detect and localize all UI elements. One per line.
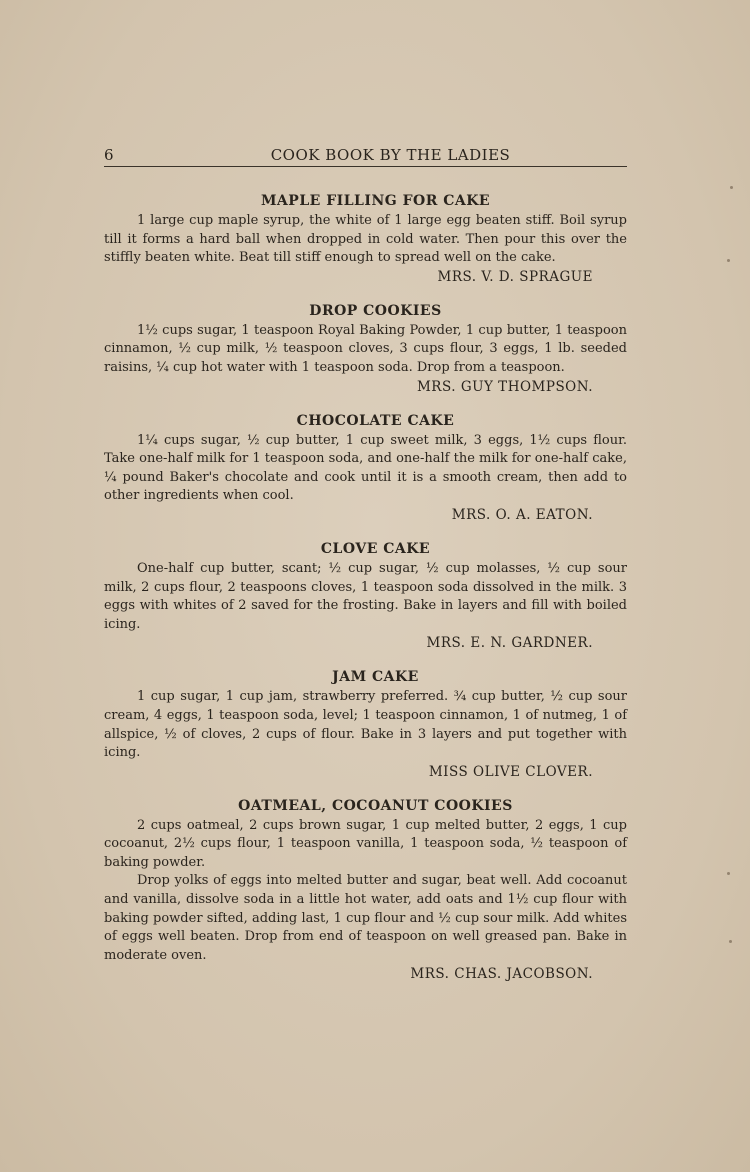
recipe-paragraph: 1 cup sugar, 1 cup jam, strawberry preferred. ¾ cup butter, ½ cup sour cream, 4 eggs, 1 teaspoon soda, level; 1 teaspoon cinnamon, 1 of nutmeg, 1 of allspice, ½ of cloves, 2 cups of flour. Bake in 3 layers and put together with icing. [104,689,627,761]
recipe [104,193,627,285]
recipe-body [104,322,627,378]
recipe-paragraph: 1½ cups sugar, 1 teaspoon Royal Baking Powder, 1 cup butter, 1 teaspoon cinnamon, ½ cup milk, ½ teaspoon cloves, 3 cups flour, 3 eggs, 1 lb. seeded raisins, ¼ cup hot water with 1 teaspoon soda. Drop from a teaspoon. [104,322,627,375]
paper-speck [727,259,730,262]
recipe-title: JAM CAKE [332,669,419,686]
recipe-paragraph: One-half cup butter, scant; ½ cup sugar, ½ cup molasses, ½ cup sour milk, 2 cups flour, 2 teaspoons cloves, 1 teaspoon soda dissolved in the milk. 3 eggs with whites of 2 saved for the frosting. Bake in layers and fill with boiled icing. [104,560,627,632]
recipe [104,798,627,983]
page-number: 6 [104,146,115,164]
recipe-title: MAPLE FILLING FOR CAKE [260,193,491,209]
paper-speck [729,940,732,943]
recipe-title: CLOVE CAKE [320,540,431,557]
recipe-title: OATMEAL, COCOANUT COOKIES [238,797,513,814]
running-title: COOK BOOK BY THE LADIES [270,146,511,164]
paper-speck [727,872,730,875]
recipe-body [104,560,627,634]
recipe-body [104,817,627,966]
recipe-author: MRS. O. A. EATON. [451,506,593,523]
recipe [104,541,627,651]
recipe-paragraph: 1¼ cups sugar, ½ cup butter, 1 cup sweet milk, 3 eggs, 1½ cups flour. Take one-half milk for 1 teaspoon soda, and one-half the milk for one-half cake, ¼ pound Baker's chocolate and cook until it is a smooth cream, then add to other ingredients when cool. [104,432,627,504]
recipe-title: CHOCOLATE CAKE [296,412,455,429]
recipe-body [104,212,627,268]
recipe-paragraph: 1 large cup maple syrup, the white of 1 large egg beaten stiff. Boil syrup till it forms a hard ball when dropped in cold water. Then pour this over the stiffly beaten white. Beat till stiff enough to spread well on the cake. [104,213,627,266]
recipe [104,669,627,779]
recipe-author: MRS. CHAS. JACOBSON. [410,966,593,983]
recipe-body [104,688,627,762]
recipe [104,303,627,395]
recipe-author: MISS OLIVE CLOVER. [428,763,593,780]
book-page [104,144,627,982]
paper-speck [730,186,733,189]
recipe-author: MRS. E. N. GARDNER. [426,635,593,652]
recipe-paragraph: 2 cups oatmeal, 2 cups brown sugar, 1 cup melted butter, 2 eggs, 1 cup cocoanut, 2½ cups flour, 1 teaspoon vanilla, 1 teaspoon soda, ½ teaspoon of baking powder. [104,817,627,870]
recipe-title: DROP COOKIES [309,302,442,319]
page-header [104,144,627,167]
recipe-paragraph: Drop yolks of eggs into melted butter and sugar, beat well. Add cocoanut and vanilla, dissolve soda in a little hot water, add oats and 1½ cup flour with baking powder sifted, adding last, 1 cup flour and ½ cup sour milk. Add whites of eggs well beaten. Drop from end of teaspoon on well greased pan. Bake in moderate oven. [104,873,627,963]
recipe-author: MRS. GUY THOMPSON. [416,378,593,395]
recipe-author: MRS. V. D. SPRAGUE [437,268,593,285]
recipe [104,413,627,523]
recipe-body [104,432,627,506]
